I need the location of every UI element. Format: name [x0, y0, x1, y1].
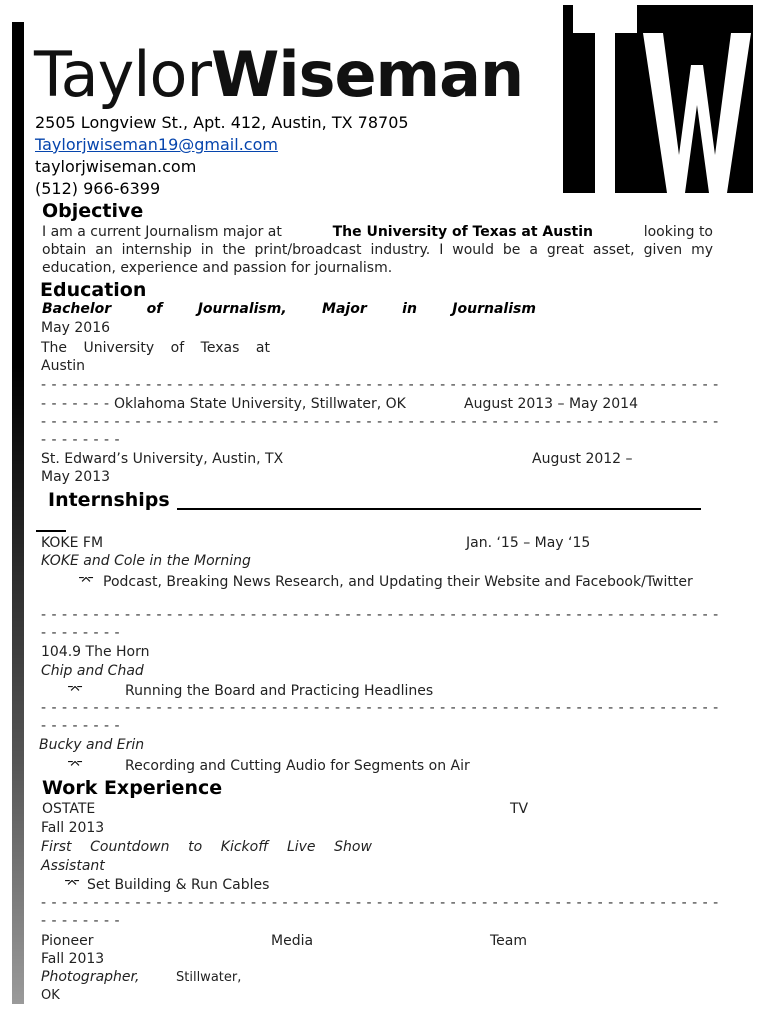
address: 2505 Longview St., Apt. 412, Austin, TX 78705 [35, 113, 409, 132]
divider-dashes: - - - - - - - - [41, 432, 121, 448]
degree-word: of [146, 301, 163, 317]
internships-heading [48, 489, 170, 511]
internships-rule-cont [36, 530, 66, 532]
degree-date: May 2016 [41, 320, 111, 336]
divider-dashes: - - - - - - - - [41, 625, 121, 641]
school2-line [41, 396, 406, 412]
degree-line [42, 301, 536, 317]
website: taylorjwiseman.com [35, 157, 197, 176]
job2-state: OK [41, 988, 60, 1003]
intern2-role: Chip and Chad [41, 663, 144, 679]
job2-city: Stillwater, [176, 970, 242, 985]
divider-dashes: - - - - - - - - - - - - - - - - - - - - - - - - - - - - - - - - - - - - - - - - - - - - - - - - - - - - - - - - - - - - - - - - - [41, 607, 719, 623]
bullet-icon: ⌤ [78, 573, 95, 589]
education-heading: Education [40, 279, 147, 301]
divider-dashes: - - - - - - - - - - - - - - - - - - - - - - - - - - - - - - - - - - - - - - - - - - - - - - - - - - - - - - - - - - - - - - - - - [41, 414, 719, 430]
monogram-logo [563, 5, 753, 193]
intern1-role: KOKE and Cole in the Morning [41, 553, 251, 569]
job1-role-word: Kickoff [220, 839, 269, 855]
divider-dashes: - - - - - - - - - - - - - - - - - - - - - - - - - - - - - - - - - - - - - - - - - - - - - - - - - - - - - - - - - - - - - - - - - [41, 377, 719, 393]
intern1-dates: Jan. ‘15 – May ‘15 [466, 535, 591, 551]
school1-word: University [83, 340, 155, 356]
school3-dates-cont: May 2013 [41, 469, 111, 485]
job1-role-cont: Assistant [41, 858, 105, 874]
internships-rule [177, 508, 701, 510]
name-heading [34, 38, 523, 111]
school1-line-1 [41, 340, 270, 356]
phone: (512) 966-6399 [35, 179, 161, 198]
school1-word: of [170, 340, 185, 356]
job1-role-word: First [41, 839, 72, 855]
objective-text-a: I am a current Journalism major at [42, 224, 287, 240]
school1-word: at [255, 340, 270, 356]
last-name: Wiseman [210, 38, 524, 111]
divider-dashes: - - - - - - - [41, 396, 110, 412]
work-heading: Work Experience [42, 777, 223, 799]
divider-dashes: - - - - - - - - [41, 913, 121, 929]
school2-name: Oklahoma State University, Stillwater, OK [114, 396, 406, 412]
job1-role-word: Live [286, 839, 316, 855]
school3-name: St. Edward’s University, Austin, TX [41, 451, 284, 467]
job1-role-word: Show [334, 839, 372, 855]
intern2-org: 104.9 The Horn [41, 644, 150, 660]
objective-line-2 [42, 242, 713, 258]
degree-word: Journalism, [197, 301, 287, 317]
job1-org: OSTATE [42, 801, 96, 817]
degree-word: Bachelor [42, 301, 112, 317]
job1-date: Fall 2013 [41, 820, 105, 836]
objective-text-c: looking to [639, 224, 713, 240]
job1-org-cont: TV [510, 801, 529, 817]
degree-word: Major [322, 301, 367, 317]
objective-line-2-text: obtain an internship in the print/broadcast industry. I would be a great asset, given my [42, 242, 713, 258]
objective-line-1 [42, 224, 713, 240]
bullet-icon: ⌤ [67, 757, 84, 773]
job2-date: Fall 2013 [41, 951, 105, 967]
job2-org: Pioneer [41, 933, 94, 949]
objective-line-3: education, experience and passion for journalism. [42, 260, 393, 276]
intern1-bullet: Podcast, Breaking News Research, and Updating their Website and Facebook/Twitter [103, 574, 693, 590]
email-link[interactable]: Taylorjwiseman19@gmail.com [35, 135, 278, 154]
school3-dates: August 2012 – [532, 451, 633, 467]
divider-dashes: - - - - - - - - [41, 718, 121, 734]
job1-bullet: Set Building & Run Cables [87, 877, 270, 893]
intern3-role: Bucky and Erin [39, 737, 145, 753]
job2-org-end: Team [490, 933, 528, 949]
job1-role-word: to [188, 839, 203, 855]
school1-line-2: Austin [41, 358, 85, 374]
bullet-icon: ⌤ [64, 876, 81, 892]
job2-org-mid: Media [271, 933, 314, 949]
intern2-bullet: Running the Board and Practicing Headlines [125, 683, 434, 699]
school1-word: Texas [200, 340, 240, 356]
job1-role-line [41, 839, 372, 855]
degree-word: in [402, 301, 417, 317]
job2-role: Photographer, [41, 969, 140, 985]
divider-dashes: - - - - - - - - - - - - - - - - - - - - - - - - - - - - - - - - - - - - - - - - - - - - - - - - - - - - - - - - - - - - - - - - - [41, 700, 719, 716]
internships-heading-text: Internships [48, 489, 170, 511]
objective-heading: Objective [42, 200, 144, 222]
degree-word: Journalism [452, 301, 536, 317]
job1-role-word: Countdown [90, 839, 170, 855]
intern3-bullet: Recording and Cutting Audio for Segments on Air [125, 758, 470, 774]
objective-school: The University of Texas at Austin [332, 224, 594, 240]
divider-dashes: - - - - - - - - - - - - - - - - - - - - - - - - - - - - - - - - - - - - - - - - - - - - - - - - - - - - - - - - - - - - - - - - - [41, 895, 719, 911]
intern1-org: KOKE FM [41, 535, 104, 551]
school1-word: The [41, 340, 68, 356]
first-name: Taylor [34, 38, 211, 111]
school2-dates: August 2013 – May 2014 [464, 396, 638, 412]
bullet-icon: ⌤ [67, 682, 84, 698]
left-accent-bar [12, 22, 24, 1004]
